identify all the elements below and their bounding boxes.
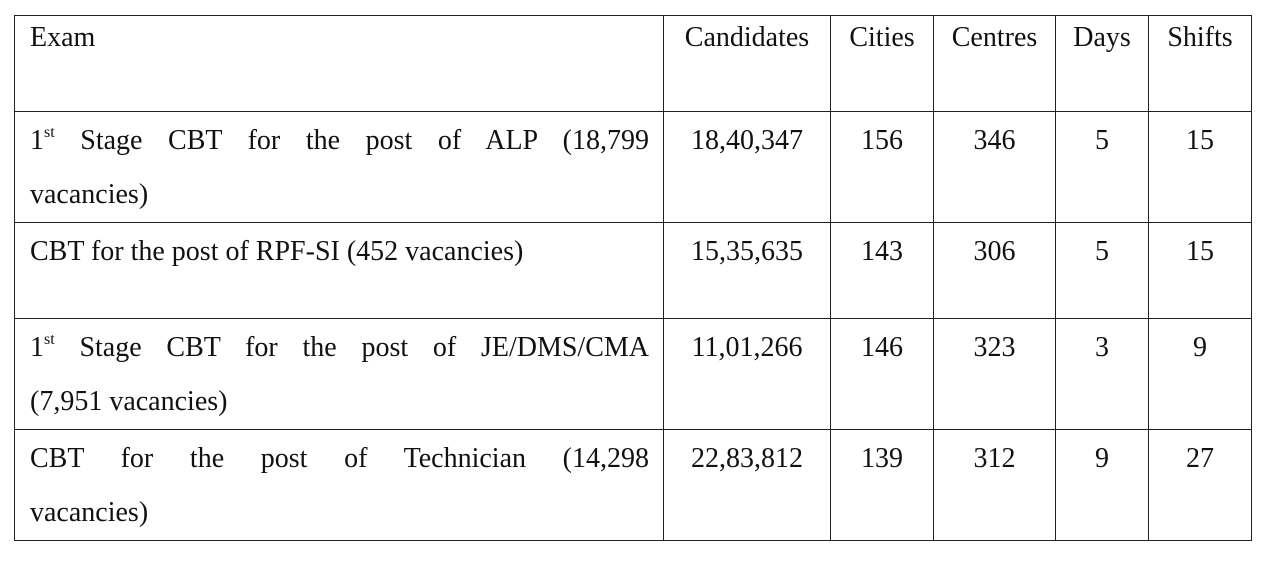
cities-cell: 139 — [831, 430, 934, 541]
ordinal-suffix: st — [44, 330, 55, 348]
candidates-cell: 18,40,347 — [664, 112, 831, 223]
header-candidates: Candidates — [664, 16, 831, 112]
days-cell: 9 — [1056, 430, 1149, 541]
exam-name-text: Stage CBT for the post of ALP (18,799 — [80, 125, 650, 156]
candidates-cell: 11,01,266 — [664, 319, 831, 430]
table-header-row — [15, 16, 1252, 112]
centres-cell: 306 — [934, 223, 1056, 319]
table-row — [15, 223, 1252, 319]
centres-cell: 323 — [934, 319, 1056, 430]
shifts-cell: 15 — [1149, 112, 1252, 223]
ordinal-suffix: st — [44, 123, 55, 141]
header-shifts: Shifts — [1149, 16, 1252, 112]
cities-cell: 156 — [831, 112, 934, 223]
header-exam: Exam — [15, 16, 664, 112]
exam-name-cell — [15, 223, 664, 319]
header-cities: Cities — [831, 16, 934, 112]
exam-name-continuation: vacancies) — [30, 497, 149, 528]
table-row — [15, 319, 1252, 430]
exam-name-cell — [15, 430, 664, 541]
centres-cell: 346 — [934, 112, 1056, 223]
cities-cell: 143 — [831, 223, 934, 319]
days-cell: 5 — [1056, 223, 1149, 319]
candidates-cell: 15,35,635 — [664, 223, 831, 319]
exam-name-text: CBT for the post of RPF-SI (452 vacancies) — [30, 236, 524, 267]
centres-cell: 312 — [934, 430, 1056, 541]
exam-name-cell — [15, 112, 664, 223]
ordinal-number: 1 — [30, 125, 44, 156]
exam-name-continuation: vacancies) — [30, 179, 149, 210]
exam-name-continuation: (7,951 vacancies) — [30, 386, 228, 417]
candidates-cell: 22,83,812 — [664, 430, 831, 541]
exam-name-line — [30, 321, 649, 375]
shifts-cell: 9 — [1149, 319, 1252, 430]
exam-name-text: Stage CBT for the post of JE/DMS/CMA — [79, 332, 650, 363]
shifts-cell: 15 — [1149, 223, 1252, 319]
table-row — [15, 112, 1252, 223]
exam-statistics-table — [14, 15, 1252, 541]
ordinal-number: 1 — [30, 332, 44, 363]
header-centres: Centres — [934, 16, 1056, 112]
exam-name-text: CBT for the post of Technician (14,298 — [30, 443, 649, 474]
header-days: Days — [1056, 16, 1149, 112]
table-row — [15, 430, 1252, 541]
exam-name-line — [30, 114, 649, 168]
days-cell: 5 — [1056, 112, 1149, 223]
cities-cell: 146 — [831, 319, 934, 430]
shifts-cell: 27 — [1149, 430, 1252, 541]
exam-name-cell — [15, 319, 664, 430]
days-cell: 3 — [1056, 319, 1149, 430]
